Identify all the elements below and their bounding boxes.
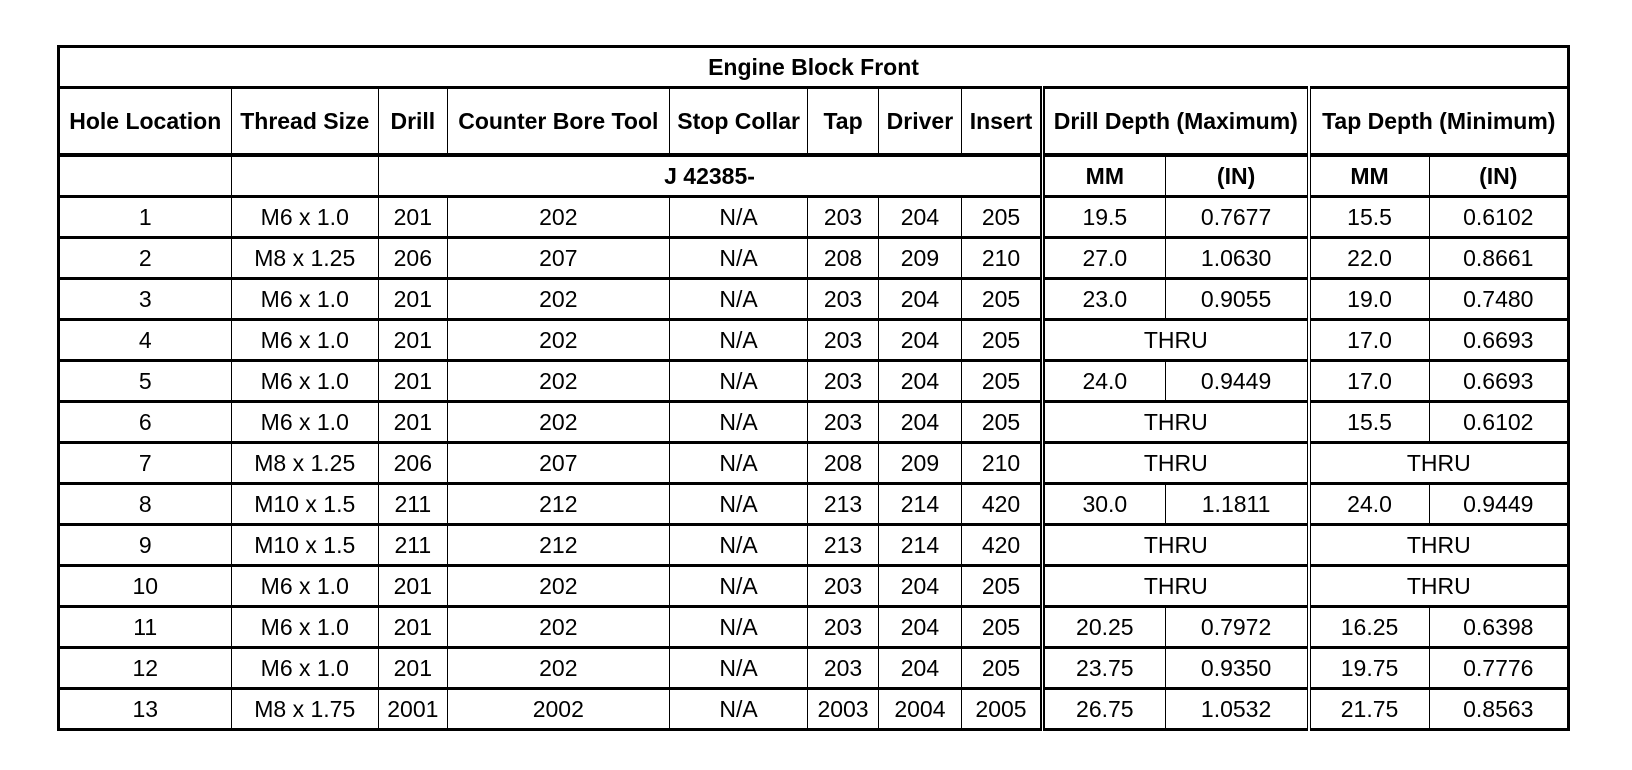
cell-drill: 2001 (379, 689, 448, 730)
header-tap: Tap (808, 88, 879, 156)
cell-thread-size: M6 x 1.0 (231, 279, 379, 320)
cell-drill-depth-mm: 24.0 (1043, 361, 1166, 402)
cell-tap: 208 (808, 238, 879, 279)
header-drill: Drill (379, 88, 448, 156)
cell-drill: 201 (379, 361, 448, 402)
cell-tap-depth-mm: 16.25 (1309, 607, 1430, 648)
cell-thread-size: M10 x 1.5 (231, 525, 379, 566)
cell-tap: 203 (808, 279, 879, 320)
table-title: Engine Block Front (59, 47, 1569, 88)
table-body (59, 197, 1569, 730)
header-insert: Insert (961, 88, 1042, 156)
cell-hole-location: 11 (59, 607, 232, 648)
cell-tap-depth-mm: 22.0 (1309, 238, 1430, 279)
header-driver: Driver (878, 88, 961, 156)
cell-thread-size: M6 x 1.0 (231, 361, 379, 402)
cell-tap: 2003 (808, 689, 879, 730)
cell-hole-location: 5 (59, 361, 232, 402)
cell-stop-collar: N/A (670, 689, 808, 730)
cell-tap-depth-mm: 21.75 (1309, 689, 1430, 730)
cell-stop-collar: N/A (670, 648, 808, 689)
cell-driver: 209 (878, 238, 961, 279)
cell-hole-location: 7 (59, 443, 232, 484)
cell-drill-depth-in: 0.9055 (1165, 279, 1308, 320)
cell-tap: 203 (808, 607, 879, 648)
cell-counter-bore-tool: 202 (447, 197, 669, 238)
cell-thread-size: M6 x 1.0 (231, 648, 379, 689)
cell-hole-location: 2 (59, 238, 232, 279)
table-row (59, 238, 1569, 279)
cell-insert: 205 (961, 279, 1042, 320)
cell-tap-depth-mm: 19.75 (1309, 648, 1430, 689)
cell-tap-depth-in: 0.6398 (1429, 607, 1568, 648)
table-row (59, 689, 1569, 730)
cell-counter-bore-tool: 2002 (447, 689, 669, 730)
cell-driver: 2004 (878, 689, 961, 730)
cell-stop-collar: N/A (670, 402, 808, 443)
cell-tap: 203 (808, 361, 879, 402)
cell-drill-depth-thru: THRU (1043, 320, 1309, 361)
cell-thread-size: M8 x 1.25 (231, 443, 379, 484)
subheader-tool-prefix: J 42385- (379, 155, 1043, 197)
cell-drill: 201 (379, 279, 448, 320)
table-row (59, 566, 1569, 607)
table-row (59, 402, 1569, 443)
table-row (59, 361, 1569, 402)
cell-drill-depth-thru: THRU (1043, 525, 1309, 566)
cell-stop-collar: N/A (670, 443, 808, 484)
cell-insert: 2005 (961, 689, 1042, 730)
cell-drill-depth-in: 0.7972 (1165, 607, 1308, 648)
cell-insert: 205 (961, 402, 1042, 443)
cell-stop-collar: N/A (670, 238, 808, 279)
cell-driver: 204 (878, 320, 961, 361)
cell-drill-depth-in: 0.7677 (1165, 197, 1308, 238)
cell-drill-depth-mm: 27.0 (1043, 238, 1166, 279)
cell-drill-depth-mm: 20.25 (1043, 607, 1166, 648)
cell-tap-depth-in: 0.8661 (1429, 238, 1568, 279)
cell-tap: 203 (808, 648, 879, 689)
cell-counter-bore-tool: 212 (447, 525, 669, 566)
cell-tap-depth-thru: THRU (1309, 443, 1569, 484)
cell-tap: 203 (808, 566, 879, 607)
cell-drill-depth-thru: THRU (1043, 566, 1309, 607)
cell-drill-depth-mm: 23.0 (1043, 279, 1166, 320)
subheader-blank-thread (231, 155, 379, 197)
cell-hole-location: 12 (59, 648, 232, 689)
cell-insert: 210 (961, 238, 1042, 279)
cell-tap-depth-in: 0.6693 (1429, 361, 1568, 402)
cell-thread-size: M6 x 1.0 (231, 197, 379, 238)
cell-hole-location: 3 (59, 279, 232, 320)
cell-tap-depth-mm: 15.5 (1309, 402, 1430, 443)
cell-tap-depth-in: 0.7776 (1429, 648, 1568, 689)
cell-tap: 213 (808, 525, 879, 566)
cell-tap-depth-mm: 17.0 (1309, 320, 1430, 361)
cell-thread-size: M8 x 1.25 (231, 238, 379, 279)
cell-counter-bore-tool: 212 (447, 484, 669, 525)
cell-insert: 210 (961, 443, 1042, 484)
cell-thread-size: M6 x 1.0 (231, 320, 379, 361)
table-row (59, 607, 1569, 648)
cell-hole-location: 1 (59, 197, 232, 238)
cell-counter-bore-tool: 202 (447, 320, 669, 361)
cell-tap: 203 (808, 402, 879, 443)
cell-tap-depth-in: 0.7480 (1429, 279, 1568, 320)
cell-driver: 214 (878, 525, 961, 566)
cell-tap: 213 (808, 484, 879, 525)
cell-hole-location: 9 (59, 525, 232, 566)
cell-insert: 420 (961, 525, 1042, 566)
cell-drill-depth-in: 1.1811 (1165, 484, 1308, 525)
cell-hole-location: 13 (59, 689, 232, 730)
cell-tap-depth-mm: 17.0 (1309, 361, 1430, 402)
subheader-blank-hole (59, 155, 232, 197)
table-row (59, 320, 1569, 361)
cell-hole-location: 8 (59, 484, 232, 525)
cell-drill-depth-in: 1.0630 (1165, 238, 1308, 279)
cell-insert: 205 (961, 361, 1042, 402)
cell-tap-depth-in: 0.6102 (1429, 402, 1568, 443)
cell-tap-depth-in: 0.6693 (1429, 320, 1568, 361)
cell-drill: 201 (379, 566, 448, 607)
cell-counter-bore-tool: 202 (447, 279, 669, 320)
cell-drill-depth-mm: 26.75 (1043, 689, 1166, 730)
table-row (59, 484, 1569, 525)
cell-driver: 204 (878, 566, 961, 607)
cell-thread-size: M8 x 1.75 (231, 689, 379, 730)
cell-thread-size: M6 x 1.0 (231, 607, 379, 648)
cell-hole-location: 6 (59, 402, 232, 443)
engine-block-front-table (57, 45, 1570, 731)
table-wrapper (57, 45, 1570, 731)
cell-driver: 204 (878, 402, 961, 443)
cell-drill: 201 (379, 197, 448, 238)
cell-stop-collar: N/A (670, 525, 808, 566)
cell-driver: 204 (878, 607, 961, 648)
table-row (59, 279, 1569, 320)
cell-hole-location: 4 (59, 320, 232, 361)
cell-insert: 205 (961, 648, 1042, 689)
cell-counter-bore-tool: 207 (447, 443, 669, 484)
cell-driver: 204 (878, 197, 961, 238)
cell-counter-bore-tool: 202 (447, 566, 669, 607)
header-stop-collar: Stop Collar (670, 88, 808, 156)
cell-stop-collar: N/A (670, 361, 808, 402)
cell-stop-collar: N/A (670, 607, 808, 648)
cell-tap-depth-thru: THRU (1309, 525, 1569, 566)
cell-tap: 203 (808, 197, 879, 238)
cell-tap-depth-in: 0.6102 (1429, 197, 1568, 238)
cell-thread-size: M6 x 1.0 (231, 402, 379, 443)
cell-insert: 205 (961, 566, 1042, 607)
cell-drill-depth-mm: 23.75 (1043, 648, 1166, 689)
cell-hole-location: 10 (59, 566, 232, 607)
cell-tap-depth-in: 0.8563 (1429, 689, 1568, 730)
header-hole-location: Hole Location (59, 88, 232, 156)
cell-stop-collar: N/A (670, 566, 808, 607)
cell-insert: 205 (961, 197, 1042, 238)
cell-driver: 209 (878, 443, 961, 484)
header-thread-size: Thread Size (231, 88, 379, 156)
cell-stop-collar: N/A (670, 279, 808, 320)
cell-tap-depth-mm: 15.5 (1309, 197, 1430, 238)
cell-insert: 205 (961, 607, 1042, 648)
header-drill-depth: Drill Depth (Maximum) (1043, 88, 1309, 156)
cell-tap-depth-mm: 24.0 (1309, 484, 1430, 525)
cell-tap: 208 (808, 443, 879, 484)
cell-drill: 201 (379, 648, 448, 689)
cell-driver: 214 (878, 484, 961, 525)
cell-drill-depth-thru: THRU (1043, 402, 1309, 443)
cell-stop-collar: N/A (670, 197, 808, 238)
cell-driver: 204 (878, 279, 961, 320)
header-counter-bore-tool: Counter Bore Tool (447, 88, 669, 156)
cell-drill: 206 (379, 443, 448, 484)
table-row (59, 525, 1569, 566)
header-tap-depth: Tap Depth (Minimum) (1309, 88, 1569, 156)
cell-counter-bore-tool: 202 (447, 607, 669, 648)
cell-drill: 206 (379, 238, 448, 279)
cell-drill-depth-in: 0.9350 (1165, 648, 1308, 689)
cell-tap-depth-thru: THRU (1309, 566, 1569, 607)
cell-driver: 204 (878, 648, 961, 689)
cell-drill: 201 (379, 402, 448, 443)
cell-stop-collar: N/A (670, 484, 808, 525)
cell-insert: 420 (961, 484, 1042, 525)
cell-insert: 205 (961, 320, 1042, 361)
cell-counter-bore-tool: 202 (447, 402, 669, 443)
cell-driver: 204 (878, 361, 961, 402)
cell-tap: 203 (808, 320, 879, 361)
cell-drill-depth-in: 0.9449 (1165, 361, 1308, 402)
subheader-drill-in: (IN) (1165, 155, 1308, 197)
cell-tap-depth-mm: 19.0 (1309, 279, 1430, 320)
cell-drill: 211 (379, 484, 448, 525)
cell-counter-bore-tool: 202 (447, 648, 669, 689)
subheader-drill-mm: MM (1043, 155, 1166, 197)
cell-counter-bore-tool: 207 (447, 238, 669, 279)
subheader-tap-in: (IN) (1429, 155, 1568, 197)
cell-thread-size: M6 x 1.0 (231, 566, 379, 607)
table-row (59, 648, 1569, 689)
subheader-tap-mm: MM (1309, 155, 1430, 197)
cell-stop-collar: N/A (670, 320, 808, 361)
cell-drill: 201 (379, 320, 448, 361)
cell-drill-depth-mm: 30.0 (1043, 484, 1166, 525)
cell-thread-size: M10 x 1.5 (231, 484, 379, 525)
cell-drill: 201 (379, 607, 448, 648)
cell-counter-bore-tool: 202 (447, 361, 669, 402)
table-row (59, 197, 1569, 238)
cell-drill-depth-thru: THRU (1043, 443, 1309, 484)
cell-drill: 211 (379, 525, 448, 566)
cell-tap-depth-in: 0.9449 (1429, 484, 1568, 525)
cell-drill-depth-in: 1.0532 (1165, 689, 1308, 730)
table-row (59, 443, 1569, 484)
cell-drill-depth-mm: 19.5 (1043, 197, 1166, 238)
